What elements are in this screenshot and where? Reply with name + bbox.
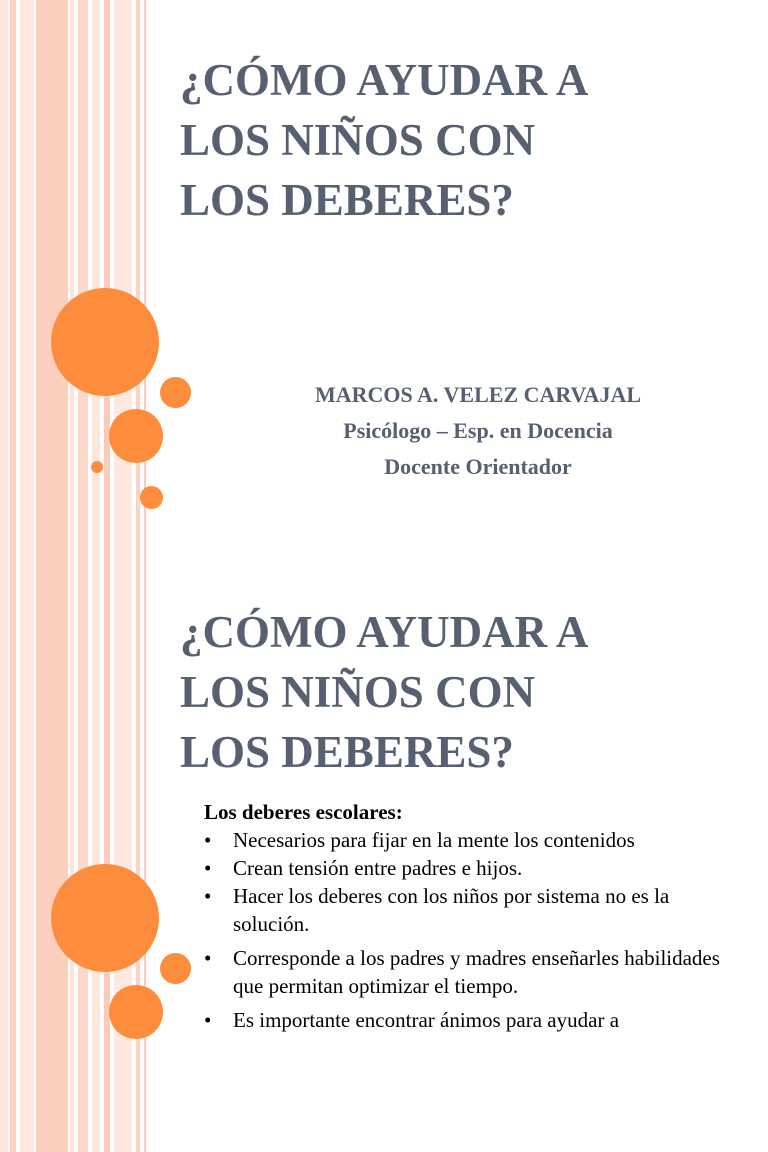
list-item-text: Es importante encontrar ánimos para ayudar a [233, 1008, 620, 1032]
author-role: Psicólogo – Esp. en Docencia [343, 418, 613, 443]
decorative-circle-medium [109, 985, 163, 1039]
list-item [204, 1006, 744, 1034]
content-body [204, 798, 744, 1034]
bullet-icon: • [204, 946, 212, 970]
title-line: ¿CÓMO AYUDAR A [180, 607, 589, 657]
decorative-circle-small [140, 486, 163, 509]
decorative-circle-medium [109, 409, 163, 463]
bullet-icon: • [204, 1008, 212, 1032]
list-item-text: Crean tensión entre padres e hijos. [233, 856, 523, 880]
list-item [204, 882, 744, 938]
title-line: ¿CÓMO AYUDAR A [180, 55, 589, 105]
decorative-circle-tiny [91, 461, 103, 473]
bullet-icon: • [204, 856, 212, 880]
author-position: Docente Orientador [384, 454, 572, 479]
decorative-circle-large [51, 864, 159, 972]
list-item-text: Hacer los deberes con los niños por sistema no es la solución. [233, 884, 670, 936]
slide-content [0, 576, 768, 1152]
list-item [204, 854, 744, 882]
decorative-circle-large [51, 288, 159, 396]
bullet-list [204, 826, 744, 1034]
decorative-circle-small [160, 377, 191, 408]
content-heading: Los deberes escolares: [204, 800, 403, 824]
title-line: LOS NIÑOS CON [180, 667, 536, 717]
list-item [204, 944, 744, 1000]
title-line: LOS DEBERES? [180, 727, 514, 777]
decorative-stripes [0, 0, 150, 576]
author-name: MARCOS A. VELEZ CARVAJAL [314, 382, 642, 407]
decorative-circle-small [160, 953, 191, 984]
slide-title-heading [180, 602, 740, 782]
list-item-text: Corresponde a los padres y madres enseñarles habilidades que permitan optimizar el tiempo. [233, 946, 720, 998]
title-line: LOS NIÑOS CON [180, 115, 536, 165]
decorative-stripes [0, 576, 150, 1152]
bullet-icon: • [204, 828, 212, 852]
list-item-text: Necesarios para fijar en la mente los contenidos [233, 828, 635, 852]
author-block [200, 377, 756, 485]
slide-title-heading [180, 50, 740, 230]
bullet-icon: • [204, 884, 212, 908]
title-line: LOS DEBERES? [180, 175, 514, 225]
list-item [204, 826, 744, 854]
